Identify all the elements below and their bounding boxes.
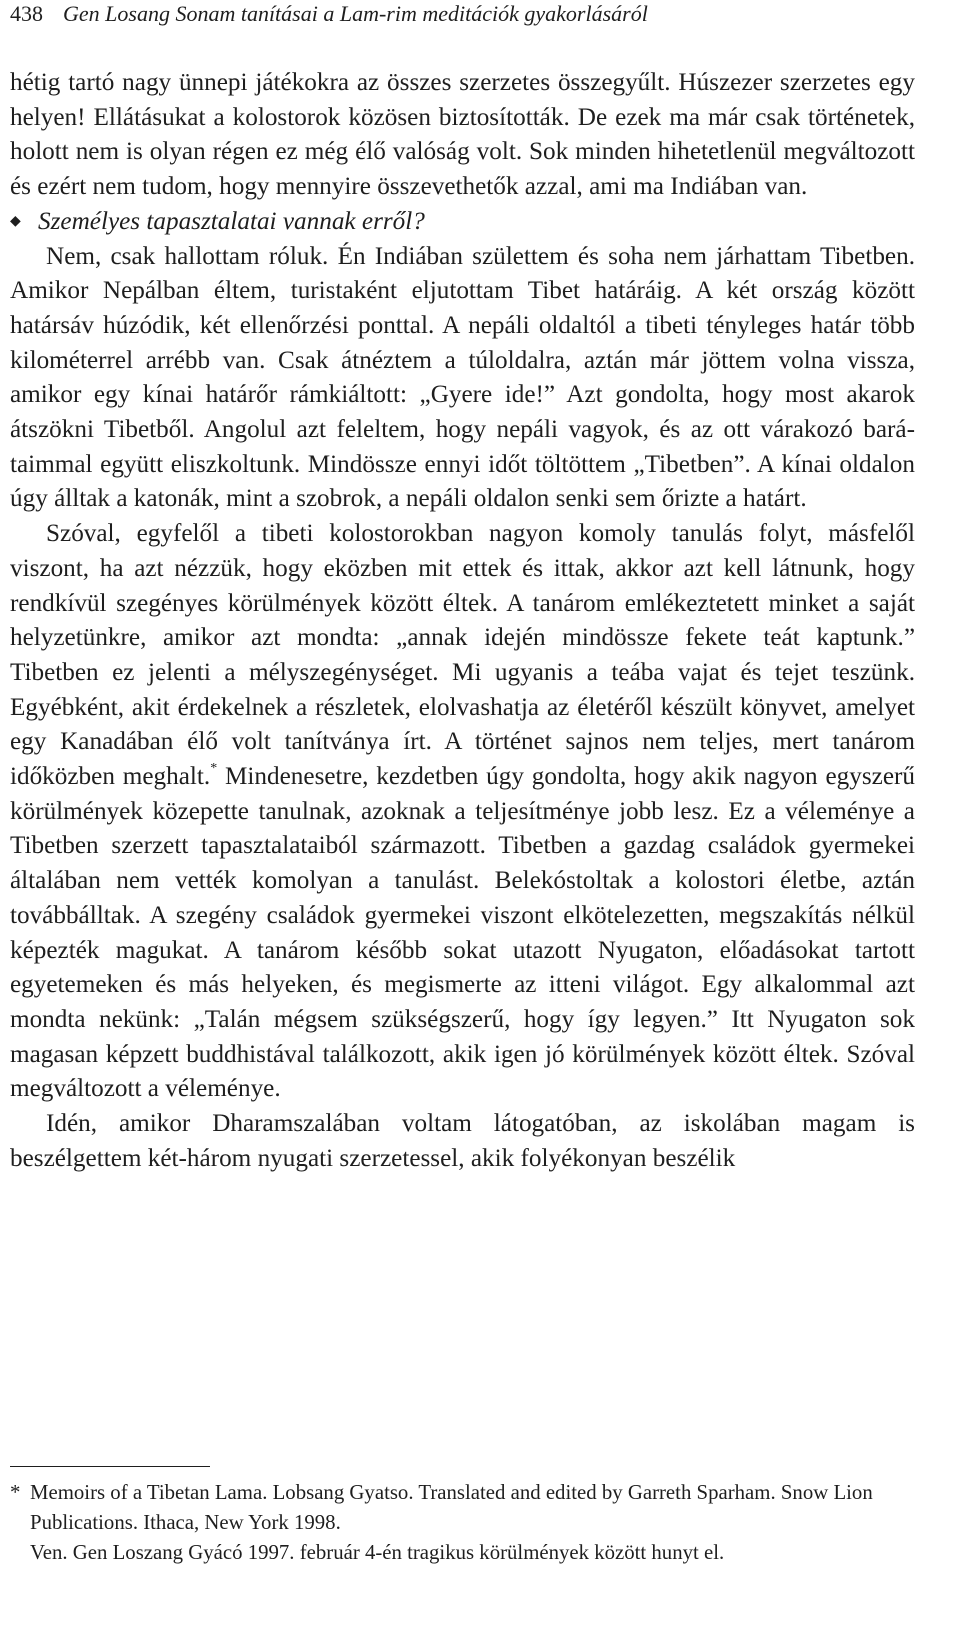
answer-paragraph: Nem, csak hallottam róluk. Én Indiában születtem és soha nem járhattam Tibetben. Amikor Nepálban éltem, turistaként eljutottam Tibet határáig. A két ország között határsáv húzódik, két ellenőrzési ponttal. A nepáli oldaltól a tibeti tényleges határ több kilométerrel arrébb van. Csak átnéztem a túloldalra, aztán már jöttem volna vissza, amikor egy kínai határőr rámkiáltott: „Gyere ide!” Azt gondolta, hogy most akarok átszökni Tibetből. Angolul azt feleltem, hogy nepáli vagyok, és az ott várakozó barátaimmal együtt eliszkoltunk. Mindössze ennyi időt töltöttem „Tibetben”. A kínai oldalon úgy álltak a katonák, mint a szobrok, a nepáli oldalon senki sem őrizte a határt. (10, 242, 915, 513)
paragraph-teacher-part-1: Szóval, egyfelől a tibeti kolostorokban nagyon komoly tanulás folyt, másfelől viszont, ha azt nézzük, hogy eközben mit ettek és ittak, akkor azt kell látnunk, hogy rendkívül szegényes körülmények között éltek. A tanárom emlékeztetett minket a saját helyzetünkre, amikor azt mondta: „annak idején mindössze fekete teát kaptunk.” Tibetben ez jelenti a mélyszegénységet. Mi ugyanis a teába vajat és tejet teszünk. Egyébként, akit érdekelnek a részletek, elolvashatja az életéről készült könyvet, amelyet egy Kanadában élő volt tanítványa írt. A történet sajnos nem teljes, mert tanárom időközben meghalt. (10, 520, 915, 791)
footnote-citation: Memoirs of a Tibetan Lama. Lobsang Gyatso. Translated and edited by Garreth Sparham. Snow Lion Publications. Ithaca, New York 1998. (30, 1481, 873, 1534)
paragraph-teacher (10, 517, 915, 1107)
main-text (10, 66, 915, 1177)
interviewer-question (10, 205, 915, 240)
diamond-bullet-icon: ◆ (10, 213, 21, 229)
question-text: Személyes tapasztalatai vannak erről? (38, 207, 425, 235)
footnote-item (10, 1478, 915, 1538)
footnote-note: Ven. Gen Loszang Gyácó 1997. február 4-én tragikus körülmények között hunyt el. (30, 1541, 725, 1564)
running-title: Gen Losang Sonam tanításai a Lam-rim meditációk gyakorlásáról (63, 1, 648, 26)
page-number: 438 (10, 1, 43, 26)
footnotes (10, 1478, 915, 1568)
running-header (10, 0, 930, 28)
footnote-reference: * (210, 761, 218, 777)
footnote-divider (10, 1466, 210, 1467)
paragraph-dharamsala: Idén, amikor Dharamszalában voltam látogatóban, az iskolában magam is beszélgettem két-három nyugati szerzetessel, akik folyékonyan beszélik (10, 1110, 915, 1172)
paragraph-continued: hétig tartó nagy ünnepi játékokra az összes szerzetes összegyűlt. Húszezer szerzetes egy helyen! Ellátásukat a kolostorok közösen biztosították. De ezek ma már csak történetek, holott nem is olyan régen ez még élő valóság volt. Sok minden hihetetlenül megváltozott és ezért nem tudom, hogy mennyire összevethetők azzal, ami ma Indiában van. (10, 69, 915, 201)
paragraph-teacher-part-2: Mindenesetre, kezdetben úgy gondolta, hogy akik nagyon egyszerű körülmények közepette tanulnak, azoknak a teljesítménye jobb lesz. Ez a véleménye a Tibetben szerzett tapasztalataiból származott. Tibetben a gazdag családok gyermekei általában nem vették komolyan a tanulást. Belekóstoltak a kolostori életbe, aztán továbbálltak. A szegény családok gyermekei viszont elkötelezetten, megszakítás nélkül képezték magukat. A tanárom később sokat utazott Nyugaton, előadásokat tartott egyetemeken és más helyeken, és megismerte az itteni világot. Egy alkalommal azt mondta nekünk: „Talán mégsem szükségszerű, hogy így legyen.” Itt Nyugaton sok magasan képzett buddhistával találkozott, akik igen jó körülmények között éltek. Szóval megváltozott a véleménye. (10, 763, 915, 1103)
footnote-marker: * (10, 1481, 21, 1504)
